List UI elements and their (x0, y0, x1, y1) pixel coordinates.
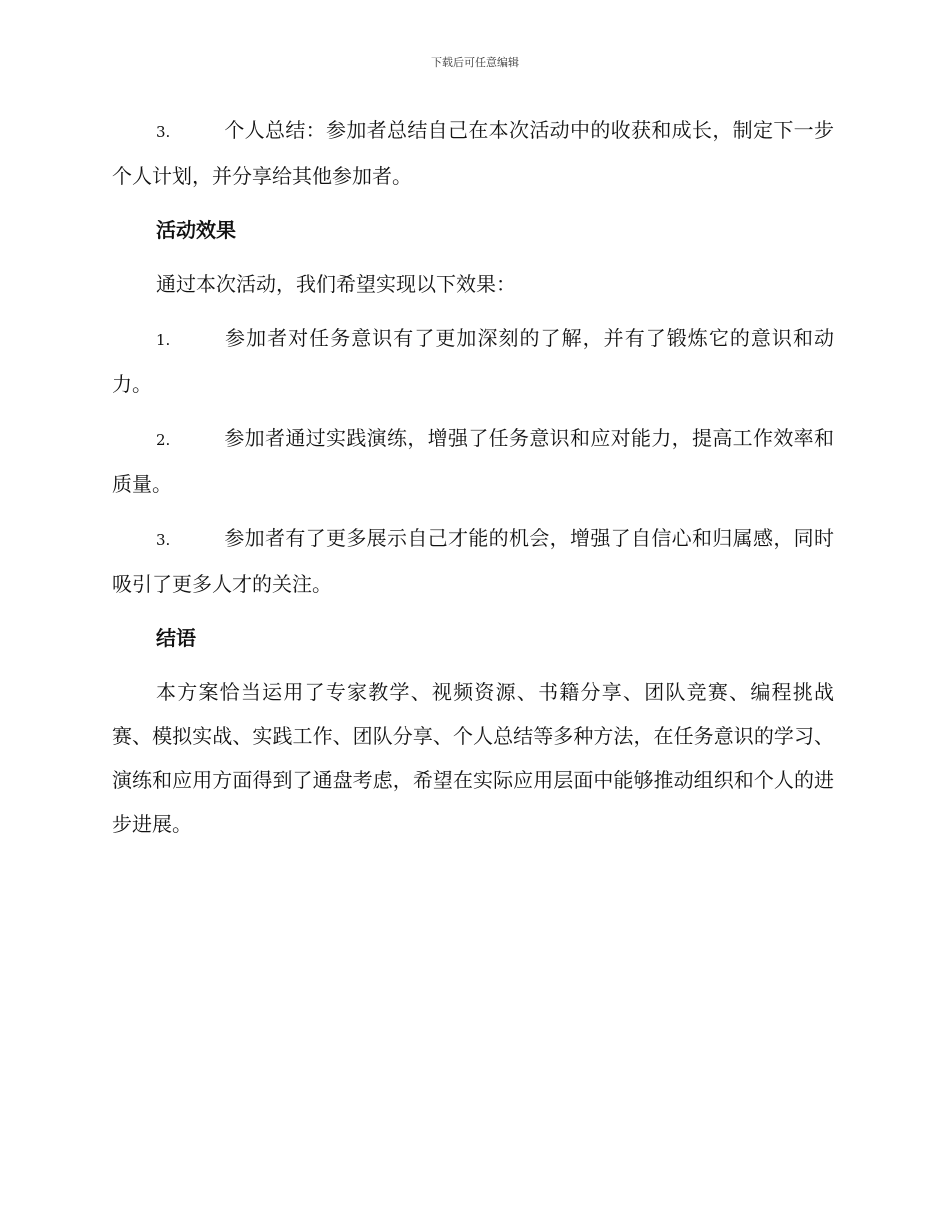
list-number: 2. (156, 431, 171, 449)
list-text: 参加者通过实践演练，增强了任务意识和应对能力，提高工作效率和质量。 (112, 426, 834, 496)
list-item (112, 416, 834, 506)
list-number: 1. (156, 331, 171, 349)
conclusion-paragraph: 本方案恰当运用了专家教学、视频资源、书籍分享、团队竞赛、编程挑战赛、模拟实战、实践工作、团队分享、个人总结等多种方法，在任务意识的学习、演练和应用方面得到了通盘考虑，希望在实际应用层面中能够推动组织和个人的进步进展。 (112, 680, 834, 836)
section-heading-conclusion: 结语 (156, 626, 196, 650)
section-heading-effects: 活动效果 (156, 218, 236, 242)
document-body (112, 108, 834, 856)
list-number: 3. (156, 531, 171, 549)
list-text: 个人总结：参加者总结自己在本次活动中的收获和成长，制定下一步个人计划，并分享给其他参加者。 (112, 118, 834, 188)
list-number: 3. (156, 123, 171, 141)
effects-intro: 通过本次活动，我们希望实现以下效果： (156, 272, 516, 296)
list-text: 参加者对任务意识有了更加深刻的了解，并有了锻炼它的意识和动力。 (112, 326, 834, 396)
list-item (112, 516, 834, 606)
list-text: 参加者有了更多展示自己才能的机会，增强了自信心和归属感，同时吸引了更多人才的关注。 (112, 526, 834, 596)
page-header: 下载后可任意编辑 (431, 56, 519, 69)
list-item (112, 108, 834, 198)
list-item (112, 316, 834, 406)
